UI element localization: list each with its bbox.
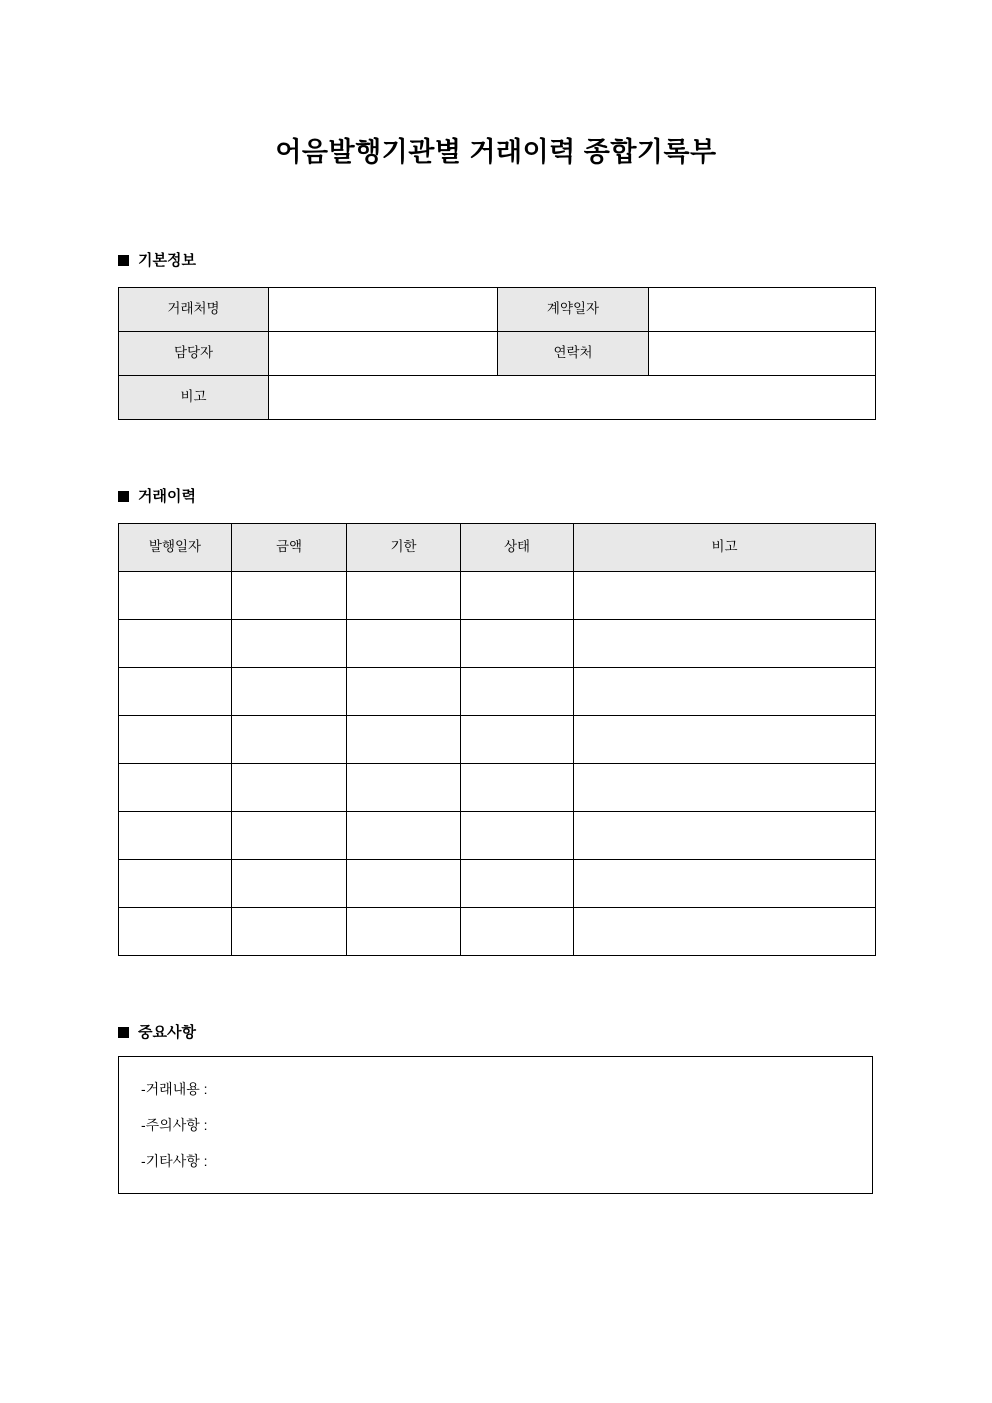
cell-remarks[interactable]: [574, 716, 876, 764]
filled-square-bullet-icon: [118, 255, 129, 266]
cell-remarks[interactable]: [574, 812, 876, 860]
column-header-amount: 금액: [232, 524, 347, 572]
cell-remarks[interactable]: [574, 908, 876, 956]
cell-status[interactable]: [461, 860, 574, 908]
column-header-issue-date: 발행일자: [119, 524, 232, 572]
important-notes-box[interactable]: [118, 1056, 873, 1194]
cell-status[interactable]: [461, 764, 574, 812]
column-header-due-date: 기한: [347, 524, 461, 572]
cell-remarks[interactable]: [574, 572, 876, 620]
cell-amount[interactable]: [232, 860, 347, 908]
table-row: [119, 764, 876, 812]
field-label-client-name: 거래처명: [119, 288, 269, 332]
field-label-contact: 연락처: [498, 332, 649, 376]
filled-square-bullet-icon: [118, 1027, 129, 1038]
note-line-transaction-detail: -거래내용 :: [141, 1081, 208, 1097]
cell-due-date[interactable]: [347, 668, 461, 716]
cell-due-date[interactable]: [347, 716, 461, 764]
cell-due-date[interactable]: [347, 812, 461, 860]
cell-amount[interactable]: [232, 572, 347, 620]
basic-info-table: [118, 287, 876, 420]
cell-issue-date[interactable]: [119, 716, 232, 764]
field-value-manager[interactable]: [269, 332, 498, 376]
section-heading-important-notes: [118, 1025, 196, 1040]
cell-remarks[interactable]: [574, 860, 876, 908]
field-value-client-name[interactable]: [269, 288, 498, 332]
cell-issue-date[interactable]: [119, 764, 232, 812]
cell-issue-date[interactable]: [119, 620, 232, 668]
section-heading-label: 거래이력: [138, 488, 196, 505]
cell-amount[interactable]: [232, 764, 347, 812]
section-heading-label: 기본정보: [138, 252, 196, 269]
field-value-remarks[interactable]: [269, 376, 876, 420]
section-heading-transaction-history: [118, 489, 196, 504]
cell-amount[interactable]: [232, 812, 347, 860]
cell-status[interactable]: [461, 668, 574, 716]
column-header-status: 상태: [461, 524, 574, 572]
table-row: [119, 860, 876, 908]
cell-remarks[interactable]: [574, 620, 876, 668]
cell-amount[interactable]: [232, 620, 347, 668]
cell-due-date[interactable]: [347, 908, 461, 956]
transaction-history-table: [118, 523, 876, 956]
cell-due-date[interactable]: [347, 860, 461, 908]
table-row: [119, 288, 876, 332]
cell-issue-date[interactable]: [119, 860, 232, 908]
cell-amount[interactable]: [232, 668, 347, 716]
table-row: [119, 908, 876, 956]
field-label-manager: 담당자: [119, 332, 269, 376]
table-row: [119, 376, 876, 420]
field-value-contact[interactable]: [649, 332, 876, 376]
table-row: [119, 620, 876, 668]
cell-amount[interactable]: [232, 716, 347, 764]
table-row: [119, 812, 876, 860]
note-line-caution: -주의사항 :: [141, 1117, 208, 1133]
field-value-contract-date[interactable]: [649, 288, 876, 332]
cell-remarks[interactable]: [574, 764, 876, 812]
cell-due-date[interactable]: [347, 572, 461, 620]
table-row: [119, 572, 876, 620]
cell-due-date[interactable]: [347, 620, 461, 668]
cell-issue-date[interactable]: [119, 668, 232, 716]
cell-status[interactable]: [461, 716, 574, 764]
note-line-other: -기타사항 :: [141, 1153, 208, 1169]
cell-status[interactable]: [461, 812, 574, 860]
field-label-remarks: 비고: [119, 376, 269, 420]
cell-status[interactable]: [461, 572, 574, 620]
table-row: [119, 716, 876, 764]
section-heading-basic-info: [118, 253, 196, 268]
field-label-contract-date: 계약일자: [498, 288, 649, 332]
cell-status[interactable]: [461, 620, 574, 668]
table-row: [119, 668, 876, 716]
column-header-remarks: 비고: [574, 524, 876, 572]
filled-square-bullet-icon: [118, 491, 129, 502]
cell-remarks[interactable]: [574, 668, 876, 716]
cell-due-date[interactable]: [347, 764, 461, 812]
section-heading-label: 중요사항: [138, 1024, 196, 1041]
cell-issue-date[interactable]: [119, 812, 232, 860]
cell-issue-date[interactable]: [119, 572, 232, 620]
page-title: 어음발행기관별 거래이력 종합기록부: [275, 137, 717, 167]
cell-amount[interactable]: [232, 908, 347, 956]
cell-status[interactable]: [461, 908, 574, 956]
cell-issue-date[interactable]: [119, 908, 232, 956]
table-row: [119, 332, 876, 376]
table-header-row: [119, 524, 876, 572]
